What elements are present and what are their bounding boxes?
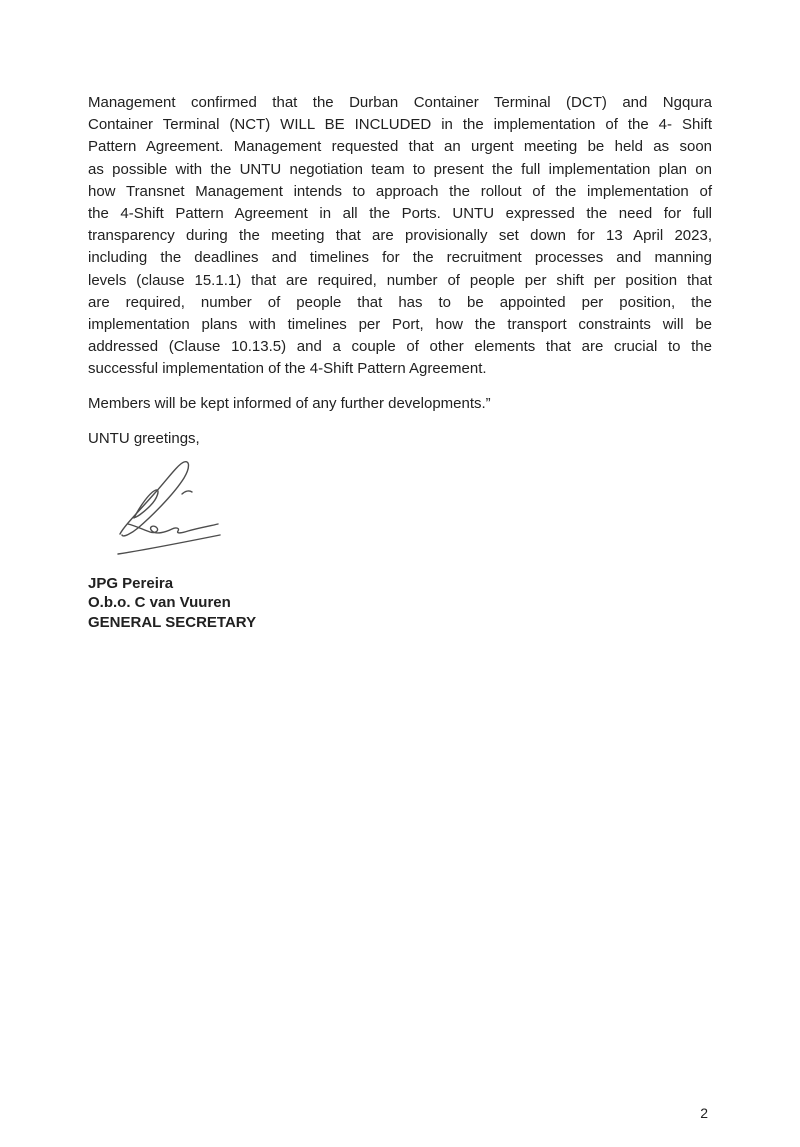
closing-line: Members will be kept informed of any further developments.” (88, 394, 491, 412)
paragraph-line: how Transnet Management intends to approach the rollout of the implementation of (88, 182, 712, 200)
signature-strokes (110, 454, 235, 556)
paragraph-line: transparency during the meeting that are provisionally set down for 13 April 2023, (88, 227, 712, 245)
paragraph-line: implementation plans with timelines per Port, how the transport constraints will be (88, 316, 712, 334)
paragraph-line: successful implementation of the 4-Shift Pattern Agreement. (88, 360, 487, 378)
paragraph-line: addressed (Clause 10.13.5) and a couple of other elements that are crucial to the (88, 338, 712, 356)
signer-title: GENERAL SECRETARY (88, 613, 257, 631)
signature-image (110, 454, 235, 556)
letter-body (88, 92, 712, 632)
paragraph-line: including the deadlines and timelines for the recruitment processes and manning (88, 249, 712, 267)
greeting-line: UNTU greetings, (88, 429, 200, 447)
main-paragraph (88, 92, 712, 381)
paragraph-line: the 4-Shift Pattern Agreement in all the Ports. UNTU expressed the need for full (88, 205, 712, 223)
signer-name: JPG Pereira (88, 575, 174, 593)
paragraph-line: are required, number of people that has to be appointed per position, the (88, 293, 712, 311)
signatory-block (88, 574, 712, 632)
paragraph-line: Container Terminal (NCT) WILL BE INCLUDED in the implementation of the 4- Shift (88, 116, 712, 134)
paragraph-line: levels (clause 15.1.1) that are required, number of people per shift per position that (88, 271, 712, 289)
page-number: 2 (700, 1105, 708, 1121)
paragraph-line: Pattern Agreement. Management requested that an urgent meeting be held as soon (88, 138, 712, 156)
signer-obo: O.b.o. C van Vuuren (88, 594, 231, 612)
paragraph-line: as possible with the UNTU negotiation team to present the full implementation plan on (88, 160, 712, 178)
paragraph-line: Management confirmed that the Durban Container Terminal (DCT) and Ngqura (88, 94, 712, 111)
